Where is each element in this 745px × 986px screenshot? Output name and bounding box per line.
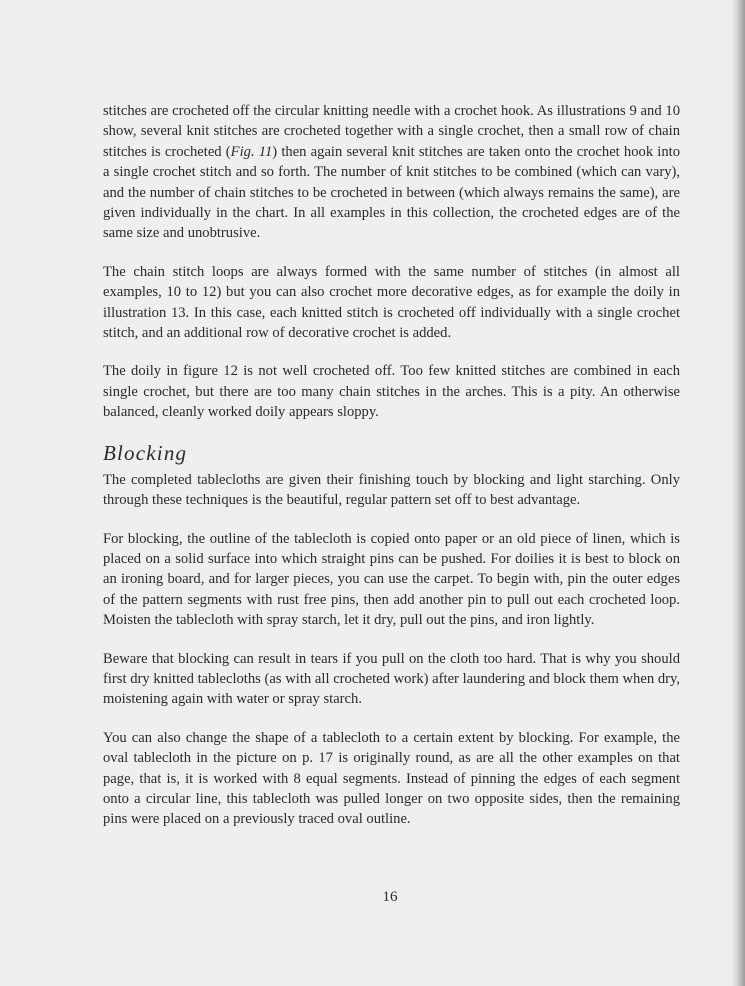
page-text — [103, 101, 680, 848]
paragraph-crocheting-off — [103, 101, 680, 244]
paragraph-chain-loops: The chain stitch loops are always formed with the same number of stitches (in almost all examples, 10 to 12) but you can also crochet more decorative edges, as for example the doily in illustration 13. In this case, each knitted stitch is crocheted off individually with a single crochet stitch, and an additional row of decorative crochet is added. — [103, 263, 680, 342]
paragraph-blocking-method: For blocking, the outline of the tablecloth is copied onto paper or an old piece of linen, which is placed on a solid surface into which straight pins can be pushed. For doilies it is best to block on an ironing board, and for larger pieces, you can use the carpet. To begin with, pin the outer edges of the pattern segments with rust free pins, then add another pin to pull out each crocheted loop. Moisten the tablecloth with spray starch, let it dry, pull out the pins, and iron lightly. — [103, 530, 680, 629]
figure-reference: Fig. 11 — [230, 143, 273, 160]
page-edge-shadow — [731, 0, 745, 986]
paragraph-blocking-warning: Beware that blocking can result in tears if you pull on the cloth too hard. That is why you should first dry knitted tablecloths (as with all crocheted work) after laundering and block them when dry, moistening again with water or spray starch. — [103, 650, 680, 708]
paragraph-text: ) then again several knit stitches are taken onto the crochet hook into a single crochet stitch and so forth. The number of knit stitches to be combined (which can vary), and the number of chain stitches to be crocheted in between (which always remains the same), are given individually in the chart. In all examples in this collection, the crocheted edges are of the same size and unobtrusive. — [103, 143, 681, 242]
page-number: 16 — [382, 889, 398, 905]
paragraph-blocking-shape: You can also change the shape of a tablecloth to a certain extent by blocking. For example, the oval tablecloth in the picture on p. 17 is originally round, as are all the other examples on that page, that is, it is worked with 8 equal segments. Instead of pinning the edges of each segment onto a circular line, this tablecloth was pulled longer on two opposite sides, then the remaining pins were placed on a previously traced oval outline. — [103, 729, 680, 828]
section-heading-blocking: Blocking — [103, 440, 188, 465]
paragraph-doily-fig12: The doily in figure 12 is not well crocheted off. Too few knitted stitches are combined in each single crochet, but there are too many chain stitches in the arches. This is a pity. An otherwise balanced, cleanly worked doily appears sloppy. — [103, 363, 680, 421]
paragraph-blocking-intro: The completed tablecloths are given their finishing touch by blocking and light starching. Only through these techniques is the beautiful, regular pattern set off to best advantage. — [103, 471, 680, 509]
paragraph-text: stitches are crocheted off the circular knitting needle with a crochet hook. As illustrations 9 and 10 show, several knit stitches are crocheted together with a single crochet, then a small row of chain stitches is crocheted ( — [103, 103, 680, 160]
